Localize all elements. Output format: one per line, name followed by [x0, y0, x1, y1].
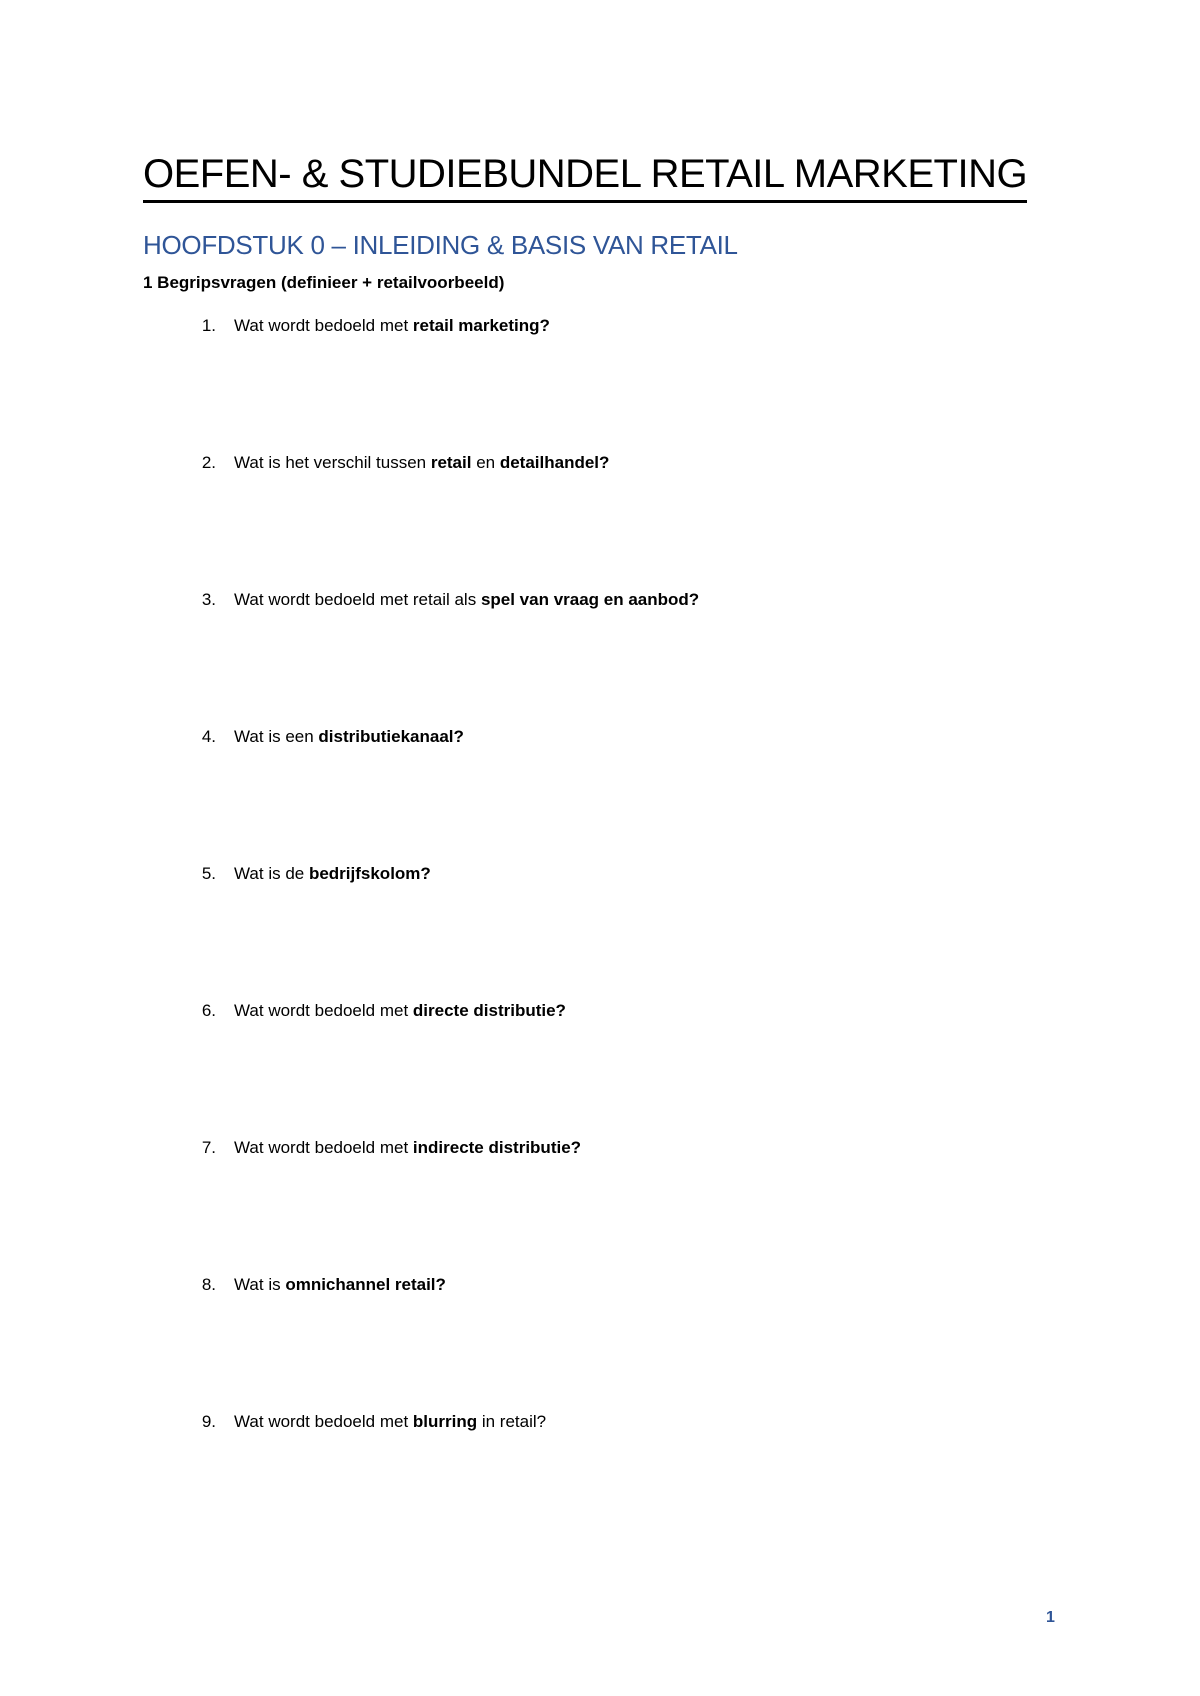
- question-text: [234, 315, 550, 337]
- question-text: [234, 1137, 581, 1159]
- question-1: [178, 315, 550, 337]
- page-title: OEFEN- & STUDIEBUNDEL RETAIL MARKETING: [143, 150, 1027, 203]
- question-key-term: spel van vraag en aanbod?: [480, 590, 700, 609]
- question-7: [178, 1137, 581, 1159]
- question-prefix: Wat wordt bedoeld met: [234, 1001, 413, 1020]
- question-prefix: Wat wordt bedoeld met: [234, 1138, 413, 1157]
- question-suffix: in retail?: [477, 1412, 547, 1431]
- question-number: 9.: [201, 1412, 216, 1431]
- question-5: [178, 863, 431, 885]
- section-heading: 1 Begripsvragen (definieer + retailvoorbeeld): [143, 273, 505, 292]
- question-6: [178, 1000, 566, 1022]
- question-number: 7.: [201, 1138, 216, 1157]
- question-2: [178, 452, 609, 474]
- question-key-term-2: detailhandel?: [499, 453, 610, 472]
- question-number: 5.: [201, 864, 216, 883]
- question-text: [234, 863, 431, 885]
- page-number: 1: [1046, 1609, 1055, 1626]
- question-8: [178, 1274, 446, 1296]
- question-prefix: Wat is een: [234, 727, 319, 746]
- question-number: 2.: [201, 453, 216, 472]
- question-number: 8.: [201, 1275, 216, 1294]
- question-prefix: Wat is de: [234, 864, 309, 883]
- question-number: 4.: [201, 727, 216, 746]
- question-key-term: bedrijfskolom?: [308, 864, 431, 883]
- question-9: [178, 1411, 546, 1433]
- question-text: [234, 1411, 546, 1433]
- question-prefix: Wat wordt bedoeld met: [234, 316, 413, 335]
- question-number: 3.: [201, 590, 216, 609]
- question-key-term: distributiekanaal?: [318, 727, 464, 746]
- question-number: 6.: [201, 1001, 216, 1020]
- question-key-term: directe distributie?: [412, 1001, 566, 1020]
- question-key-term: retail: [430, 453, 472, 472]
- question-text: [234, 452, 609, 474]
- question-middle: en: [471, 453, 500, 472]
- question-key-term: omnichannel retail?: [285, 1275, 446, 1294]
- question-3: [178, 589, 699, 611]
- question-key-term: indirecte distributie?: [412, 1138, 582, 1157]
- question-prefix: Wat is het verschil tussen: [234, 453, 431, 472]
- question-prefix: Wat wordt bedoeld met retail als: [234, 590, 481, 609]
- question-key-term: blurring: [412, 1412, 478, 1431]
- question-text: [234, 1274, 446, 1296]
- chapter-heading: HOOFDSTUK 0 – INLEIDING & BASIS VAN RETAIL: [143, 230, 738, 260]
- question-key-term: retail marketing?: [412, 316, 550, 335]
- question-text: [234, 589, 699, 611]
- question-4: [178, 726, 464, 748]
- question-number: 1.: [201, 316, 216, 335]
- question-text: [234, 1000, 566, 1022]
- question-prefix: Wat is: [234, 1275, 286, 1294]
- question-prefix: Wat wordt bedoeld met: [234, 1412, 413, 1431]
- question-text: [234, 726, 464, 748]
